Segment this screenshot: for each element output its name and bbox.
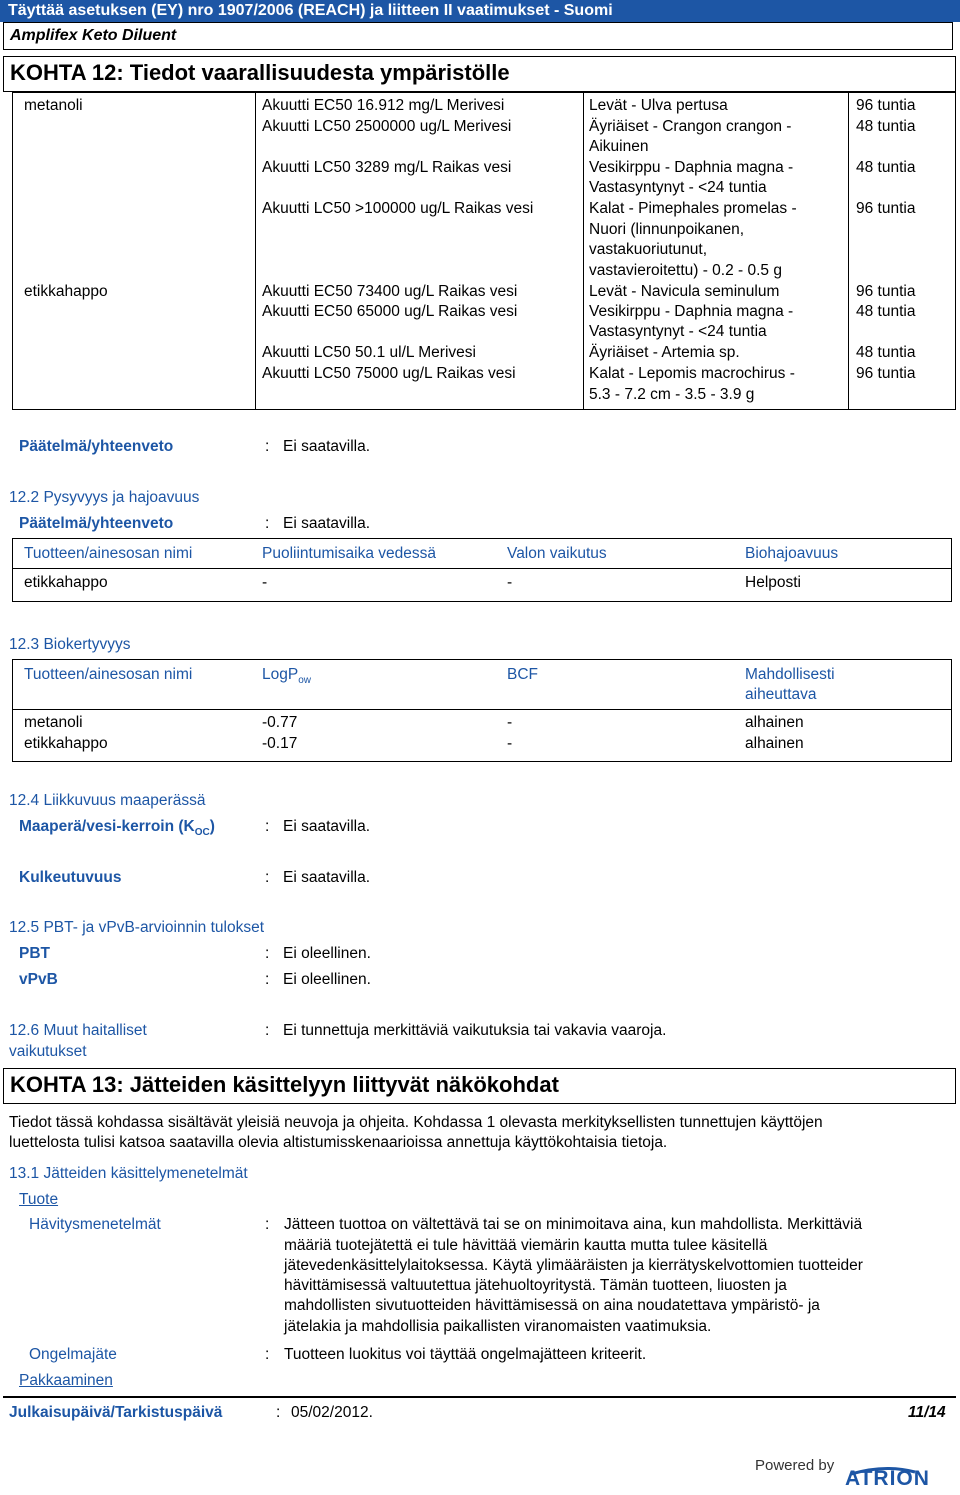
table-header: Tuotteen/ainesosan nimi xyxy=(24,545,193,562)
subsection-12-3-title: 12.3 Biokertyvyys xyxy=(9,636,131,653)
table-header: BCF xyxy=(507,666,538,683)
table-header: Biohajoavuus xyxy=(745,545,839,562)
table-header-logp: LogP$_{ow}$ xyxy=(262,666,311,687)
table-cell: alhainen xyxy=(745,714,804,731)
table-header: Valon vaikutus xyxy=(507,545,607,562)
colon: : xyxy=(265,515,270,532)
mobility-label: Kulkeutuvuus xyxy=(19,869,122,886)
tox-species: Äyriäiset - Artemia sp. xyxy=(589,344,740,361)
subsection-12-6-title: 12.6 Muut haitalliset xyxy=(9,1022,147,1039)
table-cell: Helposti xyxy=(745,574,801,591)
table-cell: etikkahappo xyxy=(24,735,108,752)
section-12-title: KOHTA 12: Tiedot vaarallisuudesta ympäristölle xyxy=(10,60,510,85)
regulation-title: Täyttää asetuksen (EY) nro 1907/2006 (REACH) ja liitteen II vaatimukset - Suomi xyxy=(8,2,613,19)
tox-duration: 48 tuntia xyxy=(856,303,916,320)
footer-date-label: Julkaisupäivä/Tarkistuspäivä xyxy=(9,1404,223,1421)
tox-species: Kalat - Lepomis macrochirus - xyxy=(589,365,795,382)
tox-duration: 48 tuntia xyxy=(856,118,916,135)
table-header: aiheuttava xyxy=(745,686,817,703)
table-divider xyxy=(583,92,584,410)
table-cell: etikkahappo xyxy=(24,574,108,591)
table-cell: - xyxy=(262,574,268,591)
disposal-text: hävittämisessä valtuutettua jätehuoltoyritystä. Tämän tuotteen, liuosten ja xyxy=(284,1277,787,1294)
colon: : xyxy=(265,438,270,455)
tox-endpoint: Akuutti LC50 75000 ug/L Raikas vesi xyxy=(262,365,516,382)
product-name: Amplifex Keto Diluent xyxy=(10,27,177,44)
koc-label: Maaperä/vesi-kerroin $(K_{OC})$ xyxy=(19,818,215,839)
tox-endpoint: Akuutti LC50 2500000 ug/L Merivesi xyxy=(262,118,512,135)
conclusion-label: Päätelmä/yhteenveto xyxy=(19,515,174,532)
tox-species: vastakuoriutunut, xyxy=(589,241,708,258)
colon: : xyxy=(265,818,270,835)
colon: : xyxy=(265,1216,270,1233)
product-name-box xyxy=(3,22,953,50)
pbt-value: Ei oleellinen. xyxy=(283,945,371,962)
table-cell: - xyxy=(507,714,513,731)
tox-species: vastavieroitettu) - 0.2 - 0.5 g xyxy=(589,262,782,279)
vpvb-value: Ei oleellinen. xyxy=(283,971,371,988)
disposal-text: Jätteen tuottoa on vältettävä tai se on minimoitava aina, kun mahdollista. Merkittäviä xyxy=(284,1216,863,1233)
table-cell: - xyxy=(507,574,513,591)
hazwaste-label: Ongelmajäte xyxy=(29,1346,117,1363)
tox-endpoint: Akuutti EC50 73400 ug/L Raikas vesi xyxy=(262,283,518,300)
powered-by-text: Powered by xyxy=(755,1457,835,1474)
section-13-heading xyxy=(3,1068,956,1104)
tox-duration: 96 tuntia xyxy=(856,97,916,114)
colon: : xyxy=(265,971,270,988)
tox-species: Äyriäiset - Crangon crangon - xyxy=(589,118,792,135)
tox-endpoint: Akuutti LC50 >100000 ug/L Raikas vesi xyxy=(262,200,534,217)
tox-species: Vesikirppu - Daphnia magna - xyxy=(589,159,794,176)
disposal-text: jätevedenkäsittelylaitoksessa. Käytä ylimääräisten ja kierrätyskelvottomien tuotteider xyxy=(284,1257,863,1274)
tox-duration: 96 tuntia xyxy=(856,283,916,300)
tox-duration: 96 tuntia xyxy=(856,365,916,382)
tox-endpoint: Akuutti EC50 65000 ug/L Raikas vesi xyxy=(262,303,518,320)
tox-species: Vesikirppu - Daphnia magna - xyxy=(589,303,794,320)
tox-endpoint: Akuutti LC50 3289 mg/L Raikas vesi xyxy=(262,159,512,176)
tox-species: Levät - Ulva pertusa xyxy=(589,97,728,114)
colon: : xyxy=(265,945,270,962)
subsection-12-6-title: vaikutukset xyxy=(9,1043,87,1060)
table-divider xyxy=(255,92,256,410)
atrion-brand-text: ATRION xyxy=(845,1467,930,1490)
section-13-title: KOHTA 13: Jätteiden käsittelyyn liittyvät näkökohdat xyxy=(10,1072,559,1097)
table-divider xyxy=(848,92,849,410)
mobility-value: Ei saatavilla. xyxy=(283,869,371,886)
colon: : xyxy=(276,1404,281,1421)
tox-endpoint: Akuutti LC50 50.1 ul/L Merivesi xyxy=(262,344,476,361)
subsection-12-2-title: 12.2 Pysyvyys ja hajoavuus xyxy=(9,489,200,506)
footer-rule xyxy=(3,1396,956,1398)
other-effects-value: Ei tunnettuja merkittäviä vaikutuksia tai vakavia vaaroja. xyxy=(283,1022,667,1039)
subsection-13-1-title: 13.1 Jätteiden käsittelymenetelmät xyxy=(9,1165,248,1182)
disposal-text: mahdollisten sivutuotteiden hävittämisessä on aina noudatettava ympäristö- ja xyxy=(284,1297,820,1314)
atrion-logo xyxy=(845,1466,957,1490)
conclusion-value: Ei saatavilla. xyxy=(283,438,371,455)
table-header-divider xyxy=(12,568,952,569)
tox-species: 5.3 - 7.2 cm - 3.5 - 3.9 g xyxy=(589,386,755,403)
colon: : xyxy=(265,1346,270,1363)
koc-value: Ei saatavilla. xyxy=(283,818,371,835)
tox-endpoint: Akuutti EC50 16.912 mg/L Merivesi xyxy=(262,97,505,114)
conclusion-label: Päätelmä/yhteenveto xyxy=(19,438,174,455)
hazwaste-value: Tuotteen luokitus voi täyttää ongelmajätteen kriteerit. xyxy=(284,1346,647,1363)
header-bar xyxy=(0,0,960,22)
table-cell: metanoli xyxy=(24,714,83,731)
disposal-text: jätelakia ja mahdollisia paikallisten viranomaisten vaatimuksia. xyxy=(284,1318,712,1335)
table-header: Tuotteen/ainesosan nimi xyxy=(24,666,193,683)
disposal-text: määriä tuotejätettä ei tule hävittää viemärin kautta mutta tulee käsitellä xyxy=(284,1237,768,1254)
toxicity-table xyxy=(12,92,956,410)
table-cell: - xyxy=(507,735,513,752)
section-13-intro: Tiedot tässä kohdassa sisältävät yleisiä neuvoja ja ohjeita. Kohdassa 1 olevasta merkityksellisten tunnettujen käyttöjen xyxy=(9,1114,823,1131)
footer-date-value: 05/02/2012. xyxy=(291,1404,373,1421)
subsection-12-4-title: 12.4 Liikkuvuus maaperässä xyxy=(9,792,206,809)
tox-duration: 48 tuntia xyxy=(856,344,916,361)
tox-species: Vastasyntynyt - <24 tuntia xyxy=(589,179,767,196)
tox-species: Aikuinen xyxy=(589,138,649,155)
packaging-label: Pakkaaminen xyxy=(19,1372,113,1389)
pbt-label: PBT xyxy=(19,945,50,962)
conclusion-value: Ei saatavilla. xyxy=(283,515,371,532)
table-cell: alhainen xyxy=(745,735,804,752)
tox-species: Kalat - Pimephales promelas - xyxy=(589,200,797,217)
tox-duration: 48 tuntia xyxy=(856,159,916,176)
tox-species: Vastasyntynyt - <24 tuntia xyxy=(589,323,767,340)
product-label: Tuote xyxy=(19,1191,59,1208)
table-header-divider xyxy=(12,709,952,710)
table-cell: -0.17 xyxy=(262,735,298,752)
disposal-label: Hävitysmenetelmät xyxy=(29,1216,161,1233)
colon: : xyxy=(265,1022,270,1039)
substance-name: etikkahappo xyxy=(24,283,108,300)
colon: : xyxy=(265,869,270,886)
table-header: Mahdollisesti xyxy=(745,666,835,683)
substance-name: metanoli xyxy=(24,97,83,114)
section-13-intro: luettelosta tulisi katsoa saatavilla olevia altistumisskenaarioissa annettuja käyttökohtaisia tietoja. xyxy=(9,1134,668,1151)
tox-species: Levät - Navicula seminulum xyxy=(589,283,780,300)
section-12-heading xyxy=(3,56,956,92)
vpvb-label: vPvB xyxy=(19,971,58,988)
subsection-12-5-title: 12.5 PBT- ja vPvB-arvioinnin tulokset xyxy=(9,919,265,936)
page-number: 11/14 xyxy=(908,1404,946,1421)
table-cell: -0.77 xyxy=(262,714,298,731)
tox-duration: 96 tuntia xyxy=(856,200,916,217)
tox-species: Nuori (linnunpoikanen, xyxy=(589,221,745,238)
table-header: Puoliintumisaika vedessä xyxy=(262,545,437,562)
